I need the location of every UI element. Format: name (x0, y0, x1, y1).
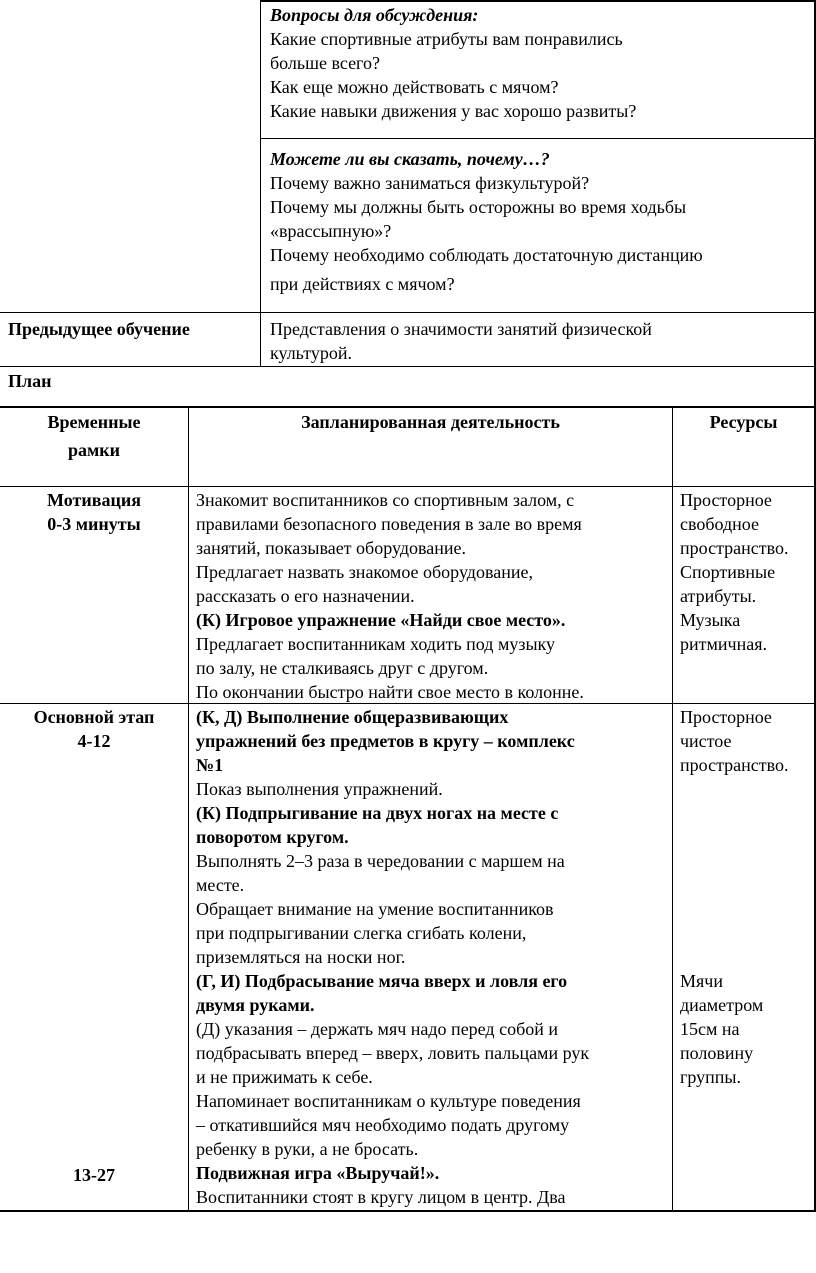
motivation-resource: пространство. (680, 538, 789, 558)
why-heading: Можете ли вы сказать, почему…? (270, 149, 550, 169)
header-activity: Запланированная деятельность (301, 412, 560, 432)
motivation-line: занятий, показывает оборудование. (196, 538, 466, 558)
row-divider-motivation (0, 486, 816, 487)
table-border-bottom (0, 1210, 816, 1212)
why-line: при действиях с мячом? (270, 274, 455, 294)
main-line: (Г, И) Подбрасывание мяча вверх и ловля его (196, 971, 568, 991)
motivation-line: Предлагает воспитанникам ходить под музыку (196, 634, 556, 654)
discussion-line: Какие навыки движения у вас хорошо развиты? (270, 101, 637, 121)
header-resources: Ресурсы (709, 412, 778, 432)
why-line: Почему необходимо соблюдать достаточную дистанцию (270, 245, 703, 265)
row-divider-previous (0, 312, 816, 313)
col-divider-top (260, 0, 261, 366)
col-divider-time (188, 406, 189, 1212)
plan-label: План (8, 371, 52, 391)
col-divider-resources (672, 406, 673, 1212)
main-time: 4-12 (77, 731, 111, 751)
main-line: №1 (196, 755, 224, 775)
motivation-line: рассказать о его назначении. (196, 586, 415, 606)
why-line: «врассыпную»? (270, 221, 392, 241)
main-line: и не прижимать к себе. (196, 1067, 373, 1087)
previous-label: Предыдущее обучение (8, 319, 190, 339)
discussion-line: больше всего? (270, 53, 380, 73)
main-resource-balls: группы. (680, 1067, 742, 1087)
main-line: подбрасывать вперед – вверх, ловить пальцами рук (196, 1043, 590, 1063)
table-border-top (260, 0, 816, 2)
main-resource-balls: диаметром (680, 995, 764, 1015)
main-line: Подвижная игра «Выручай!». (196, 1163, 440, 1183)
main-resource-balls: половину (680, 1043, 754, 1063)
previous-line: Представления о значимости занятий физической (270, 319, 652, 339)
row-divider-discussion (260, 138, 816, 139)
row-divider-headers (0, 406, 816, 408)
motivation-line: (К) Игровое упражнение «Найди свое место». (196, 610, 566, 630)
discussion-line: Как еще можно действовать с мячом? (270, 77, 559, 97)
main-line: Показ выполнения упражнений. (196, 779, 443, 799)
main-line: Воспитанники стоят в кругу лицом в центр. Два (196, 1187, 566, 1207)
main-line: ребенку в руки, а не бросать. (196, 1139, 419, 1159)
motivation-resource: ритмичная. (680, 634, 767, 654)
main-line: упражнений без предметов в кругу – комплекс (196, 731, 575, 751)
row-divider-plan (0, 366, 816, 367)
header-time: Временные (47, 412, 141, 432)
motivation-time: Мотивация (47, 490, 141, 510)
motivation-time: 0-3 минуты (47, 514, 141, 534)
header-time: рамки (67, 440, 120, 460)
main-resource: чистое (680, 731, 732, 751)
motivation-line: по залу, не сталкиваясь друг с другом. (196, 658, 489, 678)
main-resource: пространство. (680, 755, 789, 775)
motivation-resource: свободное (680, 514, 760, 534)
main-line: (К) Подпрыгивание на двух ногах на месте с (196, 803, 559, 823)
motivation-resource: Просторное (680, 490, 772, 510)
main-line: Обращает внимание на умение воспитанников (196, 899, 554, 919)
main-line: Выполнять 2–3 раза в чередовании с маршем на (196, 851, 565, 871)
discussion-line: Какие спортивные атрибуты вам понравились (270, 29, 623, 49)
main-resource-balls: Мячи (680, 971, 723, 991)
main-resource-balls: 15см на (680, 1019, 740, 1039)
why-line: Почему важно заниматься физкультурой? (270, 173, 590, 193)
main-line: (Д) указания – держать мяч надо перед собой и (196, 1019, 559, 1039)
motivation-line: По окончании быстро найти свое место в колонне. (196, 682, 584, 702)
main-time: Основной этап (33, 707, 155, 727)
main-line: двумя руками. (196, 995, 315, 1015)
main-line: (К, Д) Выполнение общеразвивающих (196, 707, 509, 727)
main-line: приземляться на носки ног. (196, 947, 406, 967)
main-resource: Просторное (680, 707, 772, 727)
motivation-line: Предлагает назвать знакомое оборудование, (196, 562, 533, 582)
discussion-heading: Вопросы для обсуждения: (270, 5, 479, 25)
main-line: поворотом кругом. (196, 827, 349, 847)
main-line: при подпрыгивании слегка сгибать колени, (196, 923, 527, 943)
main-line: – откатившийся мяч необходимо подать другому (196, 1115, 570, 1135)
motivation-resource: атрибуты. (680, 586, 757, 606)
main-line: месте. (196, 875, 245, 895)
motivation-resource: Спортивные (680, 562, 776, 582)
motivation-line: Знакомит воспитанников со спортивным залом, с (196, 490, 575, 510)
motivation-resource: Музыка (680, 610, 741, 630)
why-line: Почему мы должны быть осторожны во время ходьбы (270, 197, 687, 217)
main-line: Напоминает воспитанникам о культуре поведения (196, 1091, 581, 1111)
previous-line: культурой. (270, 343, 352, 363)
motivation-line: правилами безопасного поведения в зале во время (196, 514, 582, 534)
main-time-2: 13-27 (73, 1165, 115, 1185)
